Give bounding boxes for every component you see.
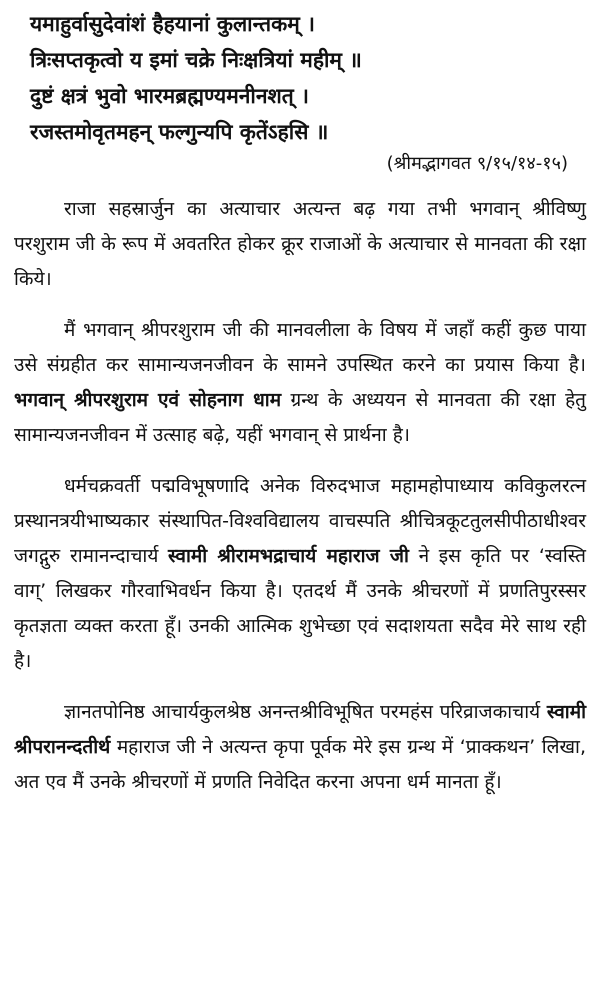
paragraph-3-text-a: धर्मचक्रवर्ती पद्मविभूषणादि अनेक विरुदभाज महामहोपाध्याय कविकुलरत्न प्रस्थानत्रयीभाष्यकार संस्थापित-विश्वविद्यालय वाचस्पति श्रीचित्रकूटतुलसीपीठाधीश्वर जगद्गुरु रामानन्दाचार्य — [14, 475, 586, 567]
verse-citation: (श्रीमद्भागवत ९/१५/१४-१५) — [386, 153, 568, 174]
paragraph-1-text: राजा सहस्रार्जुन का अत्याचार अत्यन्त बढ़ गया तभी भगवान् श्रीविष्णु परशुराम जी के रूप में अवतरित होकर क्रूर राजाओं के अत्याचार से मानवता की रक्षा किये। — [14, 198, 586, 290]
swami-rambhadracharya-bold: स्वामी श्रीरामभद्राचार्य महाराज जी — [168, 545, 409, 567]
paragraph-2-text-b: ग्रन्थ के अध्ययन से मानवता की रक्षा हेतु सामान्यजनजीवन में उत्साह बढ़े, यहीं भगवान् से प्रार्थना है। — [14, 389, 586, 446]
paragraph-2-text-a: मैं भगवान् श्रीपरशुराम जी की मानवलीला के विषय में जहाँ कहीं कुछ पाया उसे संग्रहीत कर सामान्यजनजीवन के सामने उपस्थित करने का प्रयास किया है। — [14, 319, 586, 376]
verse-line-4: रजस्तमोवृतमहन् फल्गुन्यपि कृतेंऽहसि ॥ — [30, 120, 329, 144]
sanskrit-verse — [30, 6, 586, 150]
verse-line-2: त्रिःसप्तकृत्वो य इमां चक्रे निःक्षत्रियां महीम् ॥ — [30, 48, 362, 72]
book-title-bold: भगवान् श्रीपरशुराम एवं सोहनाग धाम — [14, 389, 282, 411]
verse-line-1: यमाहुर्वासुदेवांशं हैहयानां कुलान्तकम् । — [30, 12, 316, 36]
paragraph-3-text-b: ने इस कृति पर ‘स्वस्ति वाग्’ लिखकर गौरवाभिवर्धन किया है। एतदर्थ मैं उनके श्रीचरणों में प्रणतिपुरस्सर कृतज्ञता व्यक्त करता हूँ। उनकी आत्मिक शुभेच्छा एवं सदाशयता सदैव मेरे साथ रही है। — [14, 545, 586, 672]
paragraph-3 — [14, 469, 586, 679]
swami-paranandatirth-bold: स्वामी श्रीपरानन्दतीर्थ — [14, 701, 586, 758]
paragraph-1 — [14, 192, 586, 297]
verse-line-3: दुष्टं क्षत्रं भुवो भारमब्रह्मण्यमनीनशत् । — [30, 84, 310, 108]
paragraph-4-text-a: ज्ञानतपोनिष्ठ आचार्यकुलश्रेष्ठ अनन्तश्रीविभूषित परमहंस परिव्राजकाचार्य — [64, 701, 547, 723]
paragraph-4 — [14, 695, 586, 800]
paragraph-2 — [14, 313, 586, 453]
paragraph-4-text-b: महाराज जी ने अत्यन्त कृपा पूर्वक मेरे इस ग्रन्थ में ‘प्राक्कथन’ लिखा, अत एव मैं उनके श्रीचरणों में प्रणति निवेदित करना अपना धर्म मानता हूँ। — [14, 736, 586, 793]
